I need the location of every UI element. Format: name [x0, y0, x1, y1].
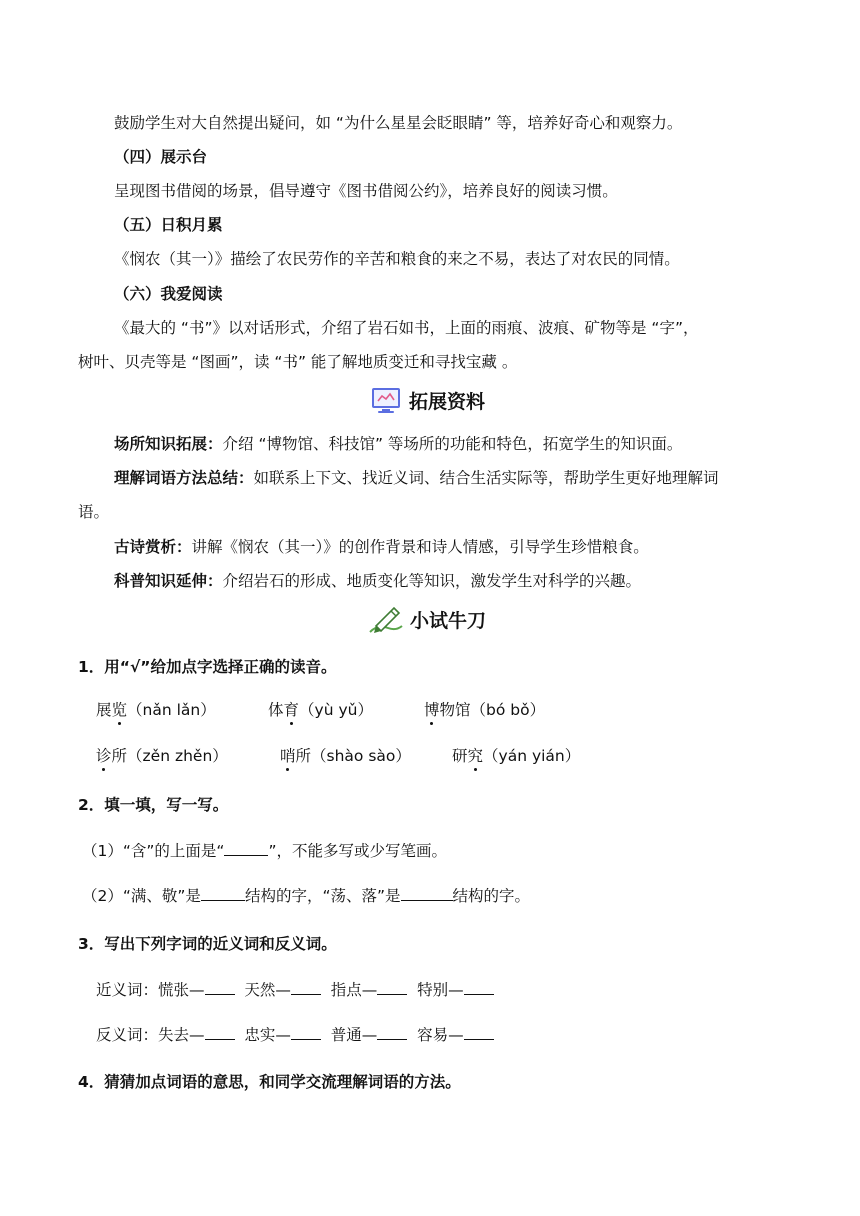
paragraph-reading-line2: 树叶、贝壳等是 “图画”，读 “书” 能了解地质变迁和寻找宝藏 。 [78, 353, 518, 371]
paragraph-curiosity: 鼓励学生对大自然提出疑问，如 “为什么星星会眨眼睛” 等，培养好奇心和观察力。 [114, 114, 683, 132]
extension-item-text: 讲解《悯农（其一）》的创作背景和诗人情感，引导学生珍惜粮食。 [191, 538, 649, 556]
pinyin-choices: （zěn zhěn） [127, 747, 228, 765]
question-2-sentence-1 [82, 841, 447, 861]
extension-item-venues [114, 434, 682, 454]
answer-blank[interactable] [205, 1025, 235, 1040]
question-1-title: 1．用“√”给加点字选择正确的读音。 [78, 658, 337, 676]
answer-blank[interactable] [464, 1025, 494, 1040]
answer-blank[interactable] [205, 980, 235, 995]
word-pair: 指点— [330, 981, 378, 999]
pen-writing-icon [368, 604, 404, 640]
dotted-char: 哨 [280, 747, 296, 765]
sentence-part: （1）“含”的上面是“ [82, 842, 225, 860]
question-2-sentence-2 [82, 886, 530, 906]
heading-reading: （六）我爱阅读 [114, 285, 223, 303]
word-part: 物馆 [439, 701, 471, 719]
pinyin-choices: （nǎn lǎn） [127, 701, 216, 719]
extension-item-methods [114, 468, 719, 488]
question-3-title: 3．写出下列字词的近义词和反义词。 [78, 935, 337, 953]
sentence-part: 结构的字，“荡、落”是 [244, 887, 401, 905]
pinyin-option [280, 746, 411, 766]
word-pair: 特别— [417, 981, 464, 999]
dotted-char: 究 [467, 747, 484, 765]
pinyin-choices: （yù yǔ） [299, 701, 373, 719]
extension-item-label: 古诗赏析： [114, 538, 192, 556]
pinyin-option [96, 700, 216, 720]
synonym-row [96, 980, 494, 1000]
word-pair: 天然— [244, 981, 291, 999]
book-screen-icon [371, 387, 401, 419]
extension-item-text: 介绍 “博物馆、科技馆” 等场所的功能和特色，拓宽学生的知识面。 [222, 435, 683, 453]
word-pair: 失去— [158, 1026, 205, 1044]
heading-showcase: （四）展示台 [114, 148, 208, 166]
extension-item-label: 场所知识拓展： [114, 435, 223, 453]
sentence-part: （2）“满、敬”是 [82, 887, 201, 905]
word-part: 展 [96, 701, 112, 719]
pinyin-choices: （shào sào） [311, 747, 411, 765]
word-pair: 普通— [330, 1026, 378, 1044]
antonym-row [96, 1025, 494, 1045]
extension-item-science [114, 571, 641, 591]
extension-item-label: 理解词语方法总结： [114, 469, 254, 487]
pinyin-choices: （bó bǒ） [470, 701, 546, 719]
answer-blank[interactable] [464, 980, 494, 995]
row-label: 反义词： [96, 1026, 159, 1044]
dotted-char: 诊 [96, 747, 112, 765]
word-part: 研 [452, 747, 468, 765]
answer-blank[interactable] [291, 980, 321, 995]
extension-item-label: 科普知识延伸： [114, 572, 223, 590]
answer-blank[interactable] [377, 1025, 407, 1040]
extension-item-text: 如联系上下文、找近义词、结合生活实际等，帮助学生更好地理解词 [253, 469, 719, 487]
answer-blank[interactable] [224, 841, 268, 856]
practice-title: 小试牛刀 [410, 610, 487, 632]
word-part: 所 [295, 747, 312, 765]
word-pair: 容易— [417, 1026, 464, 1044]
word-pair: 慌张— [158, 981, 205, 999]
paragraph-poem: 《悯农（其一）》描绘了农民劳作的辛苦和粮食的来之不易，表达了对农民的同情。 [114, 250, 680, 268]
question-4-title: 4．猜猜加点词语的意思，和同学交流理解词语的方法。 [78, 1073, 461, 1091]
extension-item-methods-cont: 语。 [78, 503, 110, 521]
word-part: 所 [111, 747, 128, 765]
question-2-title: 2．填一填，写一写。 [78, 796, 229, 814]
pinyin-option [96, 746, 228, 766]
dotted-char: 览 [111, 701, 128, 719]
pinyin-choices: （yán yián） [483, 747, 581, 765]
extension-item-text: 介绍岩石的形成、地质变化等知识，激发学生对科学的兴趣。 [222, 572, 642, 590]
dotted-char: 育 [283, 701, 300, 719]
extension-title: 拓展资料 [409, 391, 486, 413]
answer-blank[interactable] [291, 1025, 321, 1040]
sentence-part: ”，不能多写或少写笔画。 [268, 842, 447, 860]
extension-item-poetry [114, 537, 649, 557]
word-part: 体 [268, 701, 284, 719]
pinyin-option [424, 700, 545, 720]
answer-blank[interactable] [401, 886, 453, 901]
word-pair: 忠实— [244, 1026, 291, 1044]
dotted-char: 博 [424, 701, 440, 719]
pinyin-option [452, 746, 580, 766]
paragraph-reading-line1: 《最大的 “书”》以对话形式，介绍了岩石如书，上面的雨痕、波痕、矿物等是 “字”， [114, 319, 699, 337]
row-label: 近义词： [96, 981, 159, 999]
pinyin-option [268, 700, 373, 720]
answer-blank[interactable] [377, 980, 407, 995]
answer-blank[interactable] [201, 886, 245, 901]
paragraph-showcase: 呈现图书借阅的场景，倡导遵守《图书借阅公约》，培养良好的阅读习惯。 [114, 182, 618, 200]
heading-accumulation: （五）日积月累 [114, 216, 223, 234]
sentence-part: 结构的字。 [452, 887, 531, 905]
